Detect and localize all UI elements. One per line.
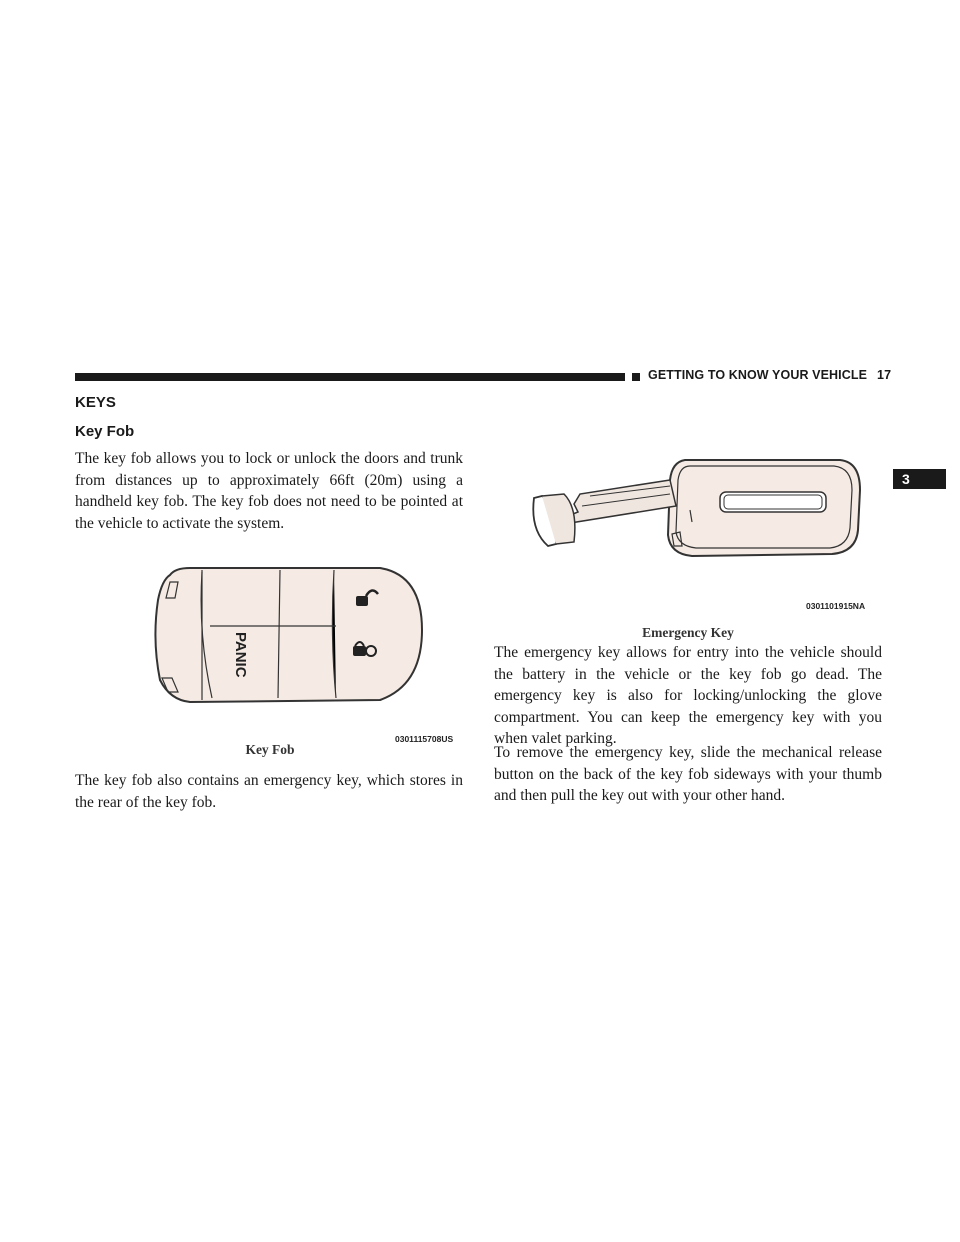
heading-keys: KEYS bbox=[75, 394, 116, 411]
section-title: GETTING TO KNOW YOUR VEHICLE bbox=[648, 368, 868, 382]
paragraph-remove-key: To remove the emergency key, slide the mechanical release button on the back of the key fob sideways with your thumb and then pull the key out with your other hand. bbox=[494, 744, 882, 804]
figure-code-emergency-key: 0301101915NA bbox=[806, 601, 866, 611]
figure-code-fob: 0301115708US bbox=[395, 734, 454, 744]
caption-key-fob: Key Fob bbox=[245, 742, 295, 757]
paragraph-fob-contains: The key fob also contains an emergency key, which stores in the rear of the key fob. bbox=[75, 772, 463, 811]
chapter-tab: 3 bbox=[893, 469, 946, 489]
key-fob-illustration bbox=[150, 560, 425, 715]
panic-label: PANIC bbox=[232, 632, 249, 678]
emergency-key-illustration bbox=[520, 450, 865, 560]
caption-emergency-key: Emergency Key bbox=[642, 625, 734, 640]
paragraph-emergency-key: The emergency key allows for entry into the vehicle should the battery in the vehicle or the key fob go dead. The emergency key is also for locking/unlocking the glove compartment. You can keep the emergency key with you when valet parking. bbox=[494, 644, 882, 747]
running-header bbox=[648, 368, 891, 382]
heading-key-fob: Key Fob bbox=[75, 423, 135, 440]
header-rule bbox=[75, 373, 625, 381]
paragraph-fob-intro: The key fob allows you to lock or unlock the doors and trunk from distances up to approximately 66ft (20m) using a handheld key fob. The key fob does not need to be pointed at the vehicle to activate the system. bbox=[75, 450, 463, 532]
page-number: 17 bbox=[877, 368, 892, 382]
header-marker bbox=[632, 373, 640, 381]
